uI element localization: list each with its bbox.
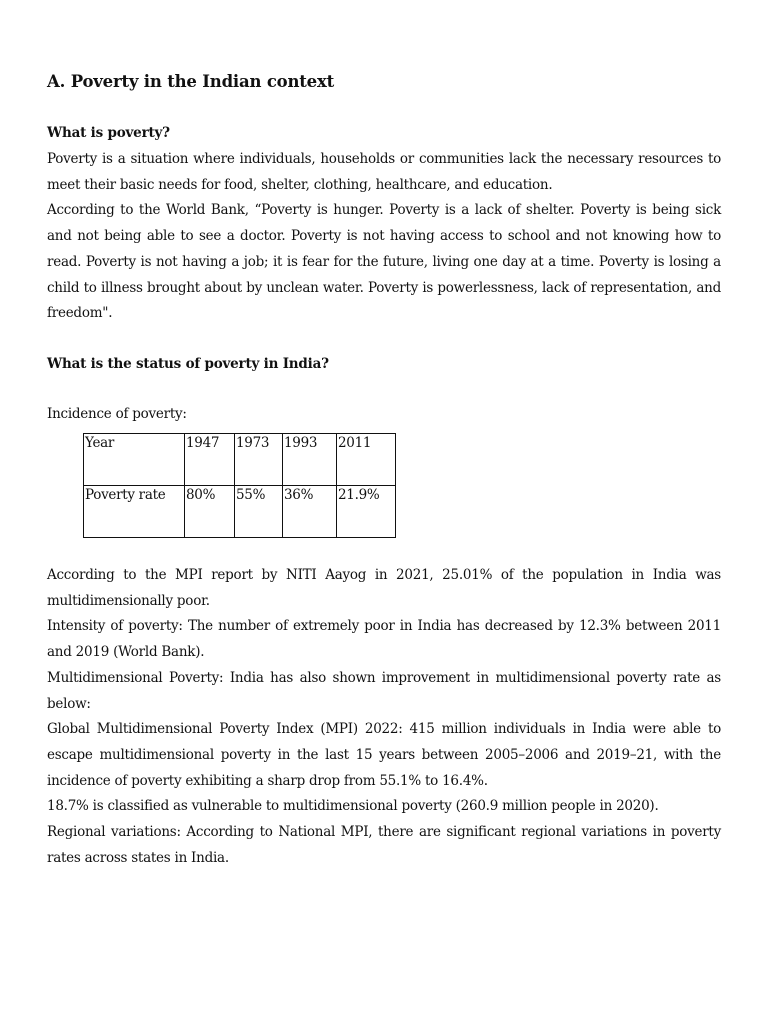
table-cell: 1947	[185, 434, 235, 486]
table-cell: 21.9%	[337, 486, 396, 538]
section-title: A. Poverty in the Indian context	[47, 72, 335, 91]
what-is-poverty-heading: What is poverty?	[47, 125, 170, 141]
table-cell: 2011	[337, 434, 396, 486]
incidence-label: Incidence of poverty:	[47, 406, 187, 422]
table-cell: 1973	[235, 434, 283, 486]
paragraph: 18.7% is classified as vulnerable to multidimensional poverty (260.9 million people in 2020).	[47, 798, 659, 815]
table-cell: 1993	[283, 434, 337, 486]
table-cell: 36%	[283, 486, 337, 538]
paragraph: According to the World Bank, “Poverty is hunger. Poverty is a lack of shelter. Poverty is being sick and not being able to see a doctor. Poverty is not having access to school and not knowing how to read. Poverty is not having a job; it is fear for the future, living one day at a time. Poverty is losing a child to illness brought about by unclean water. Poverty is powerlessness, lack of representation, and freedom".	[47, 202, 721, 322]
table-cell: 55%	[235, 486, 283, 538]
poverty-definition-block	[47, 147, 721, 327]
table-cell: 80%	[185, 486, 235, 538]
table-cell: Year	[84, 434, 185, 486]
paragraph: Poverty is a situation where individuals, households or communities lack the necessary resources to meet their basic needs for food, shelter, clothing, healthcare, and education.	[47, 151, 721, 193]
paragraph: Multidimensional Poverty: India has also shown improvement in multidimensional poverty rate as below:	[47, 669, 721, 712]
paragraph: Global Multidimensional Poverty Index (MPI) 2022: 415 million individuals in India were able to escape multidimensional poverty in the last 15 years between 2005–2006 and 2019–21, with the incidence of poverty exhibiting a sharp drop from 55.1% to 16.4%.	[47, 721, 721, 789]
table-row	[84, 434, 396, 486]
paragraph: Regional variations: According to National MPI, there are significant regional variations in poverty rates across states in India.	[47, 824, 721, 866]
poverty-status-block	[47, 563, 721, 871]
poverty-status-heading: What is the status of poverty in India?	[47, 356, 329, 372]
poverty-rate-table	[83, 433, 396, 538]
paragraph: According to the MPI report by NITI Aayog in 2021, 25.01% of the population in India was multidimensionally poor.	[47, 567, 721, 609]
paragraph: Intensity of poverty: The number of extremely poor in India has decreased by 12.3% between 2011 and 2019 (World Bank).	[47, 618, 721, 661]
table-cell: Poverty rate	[84, 486, 185, 538]
table-row	[84, 486, 396, 538]
